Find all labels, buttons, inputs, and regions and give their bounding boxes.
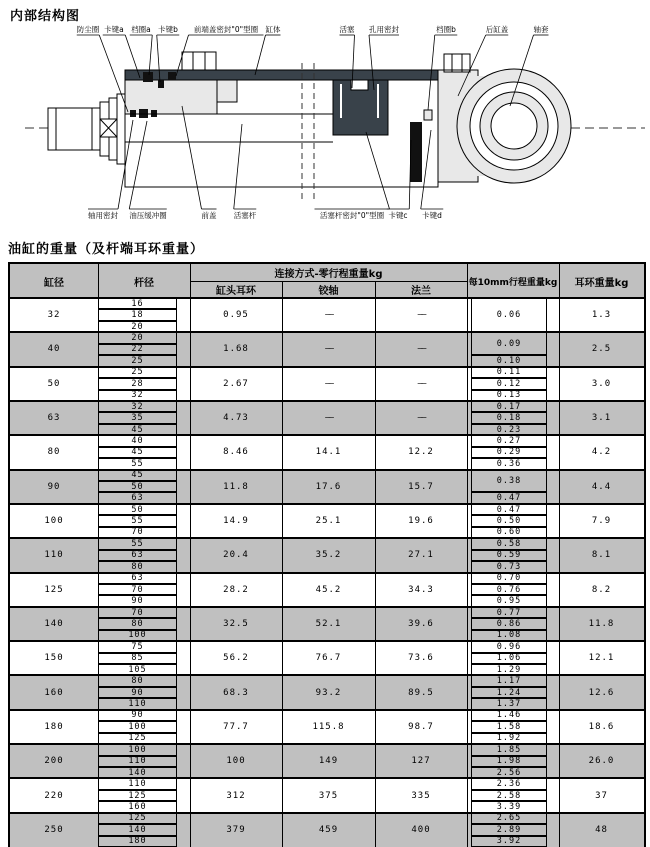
rod-cell: 70: [98, 607, 177, 618]
per10mm-weight-cell: 1.08: [471, 630, 547, 641]
per10mm-weight-cell: 1.17: [471, 675, 547, 686]
rear-bolt: [444, 54, 470, 72]
rod-cell: 28: [98, 378, 177, 389]
part-label-top-3: 卡键b: [158, 25, 178, 34]
bore-cell: 180: [44, 721, 64, 732]
part-label-top-6: 活塞: [339, 25, 355, 34]
eye-weight-cell: 100: [226, 756, 246, 767]
part-label-top-0: 防尘圈: [76, 25, 100, 34]
flange-weight-cell: 27.1: [408, 550, 434, 561]
eye-weight-cell: 4.73: [223, 413, 249, 424]
ring-weight-cell: 7.9: [591, 516, 612, 527]
rod-cell: 90: [98, 595, 177, 606]
per10mm-weight-cell: 0.17: [471, 401, 547, 412]
rod-cell: 140: [98, 767, 177, 778]
pivot-weight-cell: 93.2: [315, 687, 342, 698]
ring-weight-cell: 11.8: [588, 618, 615, 629]
per10mm-weight-cell: 0.58: [471, 538, 547, 549]
rod-cell: 80: [98, 618, 177, 629]
ring-weight-cell: 8.2: [591, 584, 612, 595]
bore-cell: 220: [44, 790, 64, 801]
bore-cell: 63: [47, 413, 61, 424]
flange-weight-cell: 34.3: [408, 584, 434, 595]
eye-weight-cell: 20.4: [223, 550, 249, 561]
part-label-top-5: 缸体: [265, 25, 281, 34]
flange-weight-cell: 15.7: [408, 481, 434, 492]
part-label-top-4: 前端盖密封"0"型圈: [193, 25, 259, 34]
per10mm-weight-cell: 1.24: [471, 687, 547, 698]
cylinder-structure-diagram: [0, 18, 650, 230]
rod-cell: 20: [98, 332, 177, 343]
per10mm-weight-cell: 0.59: [471, 550, 547, 561]
ring-weight-cell: 37: [595, 790, 608, 801]
flange-weight-cell: 73.6: [408, 653, 434, 664]
per10mm-weight-cell: 1.58: [471, 721, 547, 732]
part-label-bottom-3: 活塞杆: [233, 211, 257, 220]
pivot-weight-cell: ——: [325, 310, 332, 321]
flange-weight-cell: 98.7: [408, 721, 434, 732]
pivot-weight-cell: 45.2: [315, 584, 342, 595]
flange-weight-cell: ——: [417, 344, 425, 355]
part-label-top-2: 档圈a: [131, 25, 151, 34]
rod-cell: 100: [98, 630, 177, 641]
per10mm-weight-cell: 1.98: [471, 756, 547, 767]
per10mm-weight-cell: 0.76: [471, 584, 547, 595]
rod-cell: 32: [98, 390, 177, 401]
rod-cell: 25: [98, 367, 177, 378]
rod-cell: 55: [98, 538, 177, 549]
rod-cell: 125: [98, 733, 177, 744]
bore-cell: 150: [44, 653, 64, 664]
pivot-weight-cell: 25.1: [315, 516, 342, 527]
col-header-flange: 法兰: [411, 286, 431, 297]
rod-cell: 75: [98, 641, 177, 652]
part-label-top-1: 卡键a: [104, 25, 124, 34]
rod-cell: 50: [98, 504, 177, 515]
flange-weight-cell: ——: [417, 378, 425, 389]
part-label-top-9: 后缸盖: [485, 25, 509, 34]
bore-cell: 40: [47, 344, 61, 355]
per10mm-weight-cell: 3.39: [471, 801, 547, 812]
col-header-pivot: 铰轴: [318, 286, 339, 297]
rod-cell: 45: [98, 424, 177, 435]
per10mm-weight-cell: 2.89: [471, 824, 547, 835]
per10mm-weight-cell: 2.36: [471, 778, 547, 789]
part-label-top-7: 孔用密封: [369, 25, 399, 34]
flange-weight-cell: ——: [417, 310, 425, 321]
per10mm-weight-cell: 0.36: [471, 458, 547, 469]
ring-weight-cell: 3.1: [591, 413, 612, 424]
per10mm-weight-cell: 0.95: [471, 595, 547, 606]
col-header-ring: 耳环重量kg: [574, 277, 629, 289]
flange-weight-cell: 335: [411, 790, 431, 801]
per10mm-weight-cell: 0.23: [471, 424, 547, 435]
rod-cell: 105: [98, 664, 177, 675]
flange-weight-cell: 89.5: [408, 687, 434, 698]
rod-cell: 55: [98, 458, 177, 469]
per10mm-weight-cell: 0.47: [471, 504, 547, 515]
rod-cell: 45: [98, 470, 177, 481]
per10mm-weight-cell: 0.18: [471, 412, 547, 423]
rod-cell: 125: [98, 790, 177, 801]
pivot-weight-cell: 115.8: [312, 721, 345, 732]
rod-cell: 35: [98, 412, 177, 423]
per10mm-weight-cell: 0.60: [471, 527, 547, 538]
ring-weight-cell: 12.6: [588, 687, 615, 698]
rod-cell: 32: [98, 401, 177, 412]
bore-cell: 200: [44, 756, 64, 767]
part-label-bottom-1: 油压缓冲圈: [129, 211, 167, 220]
rod-cell: 90: [98, 687, 177, 698]
per10mm-weight-cell: 1.37: [471, 698, 547, 709]
eye-weight-cell: 379: [226, 824, 246, 835]
rod-cell: 160: [98, 801, 177, 812]
rod-cell: 63: [98, 550, 177, 561]
flange-weight-cell: 127: [411, 756, 431, 767]
seal-block: [143, 72, 153, 82]
pivot-weight-cell: 14.1: [315, 447, 342, 458]
ring-weight-cell: 1.3: [591, 310, 612, 321]
per10mm-weight-cell: 2.65: [471, 813, 547, 824]
per10mm-weight-cell: 0.06: [471, 298, 547, 332]
rod-cell: 16: [98, 298, 177, 309]
flange-weight-cell: 12.2: [408, 447, 434, 458]
bore-cell: 160: [44, 687, 64, 698]
per10mm-weight-cell: 0.11: [471, 367, 547, 378]
eye-weight-cell: 312: [226, 790, 246, 801]
eye-weight-cell: 68.3: [223, 687, 249, 698]
rod-cell: 50: [98, 481, 177, 492]
per10mm-weight-cell: 0.09: [471, 332, 547, 355]
part-label-bottom-2: 前盖: [201, 211, 217, 220]
rod-cell: 22: [98, 344, 177, 355]
rod-cell: 140: [98, 824, 177, 835]
rod-cell: 40: [98, 435, 177, 446]
rod-cell: 110: [98, 698, 177, 709]
per10mm-weight-cell: 3.92: [471, 836, 547, 847]
rod-cell: 80: [98, 561, 177, 572]
col-header-bore: 缸径: [44, 277, 64, 289]
bore-cell: 125: [44, 584, 64, 595]
eye-weight-cell: 2.67: [223, 378, 249, 389]
per10mm-weight-cell: 0.38: [471, 470, 547, 493]
ring-weight-cell: 12.1: [588, 653, 615, 664]
col-header-connection: 连接方式-零行程重量kg: [274, 269, 383, 280]
per10mm-weight-cell: 0.50: [471, 515, 547, 526]
per10mm-weight-cell: 0.29: [471, 447, 547, 458]
per10mm-weight-cell: 2.58: [471, 790, 547, 801]
ring-weight-cell: 18.6: [588, 721, 615, 732]
per10mm-weight-cell: 2.56: [471, 767, 547, 778]
per10mm-weight-cell: 0.10: [471, 355, 547, 366]
per10mm-weight-cell: 0.27: [471, 435, 547, 446]
pivot-weight-cell: 76.7: [315, 653, 342, 664]
per10mm-weight-cell: 0.47: [471, 492, 547, 503]
bore-cell: 32: [47, 310, 61, 321]
ring-weight-cell: 4.4: [591, 481, 612, 492]
retainer-ring-b: [424, 110, 432, 120]
bore-cell: 50: [47, 378, 61, 389]
pivot-weight-cell: 149: [318, 756, 339, 767]
per10mm-weight-cell: 1.29: [471, 664, 547, 675]
rod-cell: 100: [98, 744, 177, 755]
pivot-weight-cell: ——: [325, 413, 332, 424]
ring-weight-cell: 26.0: [588, 756, 615, 767]
ring-weight-cell: 3.0: [591, 378, 612, 389]
rod-cell: 70: [98, 527, 177, 538]
rod-cell: 25: [98, 355, 177, 366]
pivot-weight-cell: ——: [325, 344, 332, 355]
pivot-weight-cell: 35.2: [315, 550, 342, 561]
col-header-eye: 缸头耳环: [216, 286, 256, 297]
flange-weight-cell: 400: [411, 824, 431, 835]
rod-cell: 45: [98, 447, 177, 458]
ring-weight-cell: 4.2: [591, 447, 612, 458]
eye-weight-cell: 32.5: [223, 618, 249, 629]
ring-weight-cell: 8.1: [591, 550, 612, 561]
front-cap: [125, 80, 217, 114]
port-boss: [182, 52, 216, 70]
flange-weight-cell: 39.6: [408, 618, 434, 629]
per10mm-weight-cell: 0.96: [471, 641, 547, 652]
per10mm-weight-cell: 0.86: [471, 618, 547, 629]
eye-weight-cell: 28.2: [223, 584, 249, 595]
rod-key-seal: [410, 122, 422, 182]
ring-weight-cell: 2.5: [591, 344, 612, 355]
per10mm-weight-cell: 1.46: [471, 710, 547, 721]
part-label-top-10: 轴套: [533, 25, 549, 34]
flange-weight-cell: 19.6: [408, 516, 434, 527]
rod-cell: 85: [98, 653, 177, 664]
rod-cell: 180: [98, 836, 177, 847]
part-label-bottom-4: 活塞杆密封"0"型圈: [319, 211, 385, 220]
per10mm-weight-cell: 0.12: [471, 378, 547, 389]
per10mm-weight-cell: 0.77: [471, 607, 547, 618]
bore-cell: 110: [44, 550, 64, 561]
rod-cell: 63: [98, 573, 177, 584]
grid-line: [467, 264, 468, 847]
col-header-per10mm: 每10mm行程重量kg: [468, 277, 558, 288]
per10mm-weight-cell: 1.92: [471, 733, 547, 744]
table-title: 油缸的重量（及杆端耳环重量）: [8, 242, 205, 257]
ring-weight-cell: 48: [595, 824, 608, 835]
eye-weight-cell: 8.46: [223, 447, 249, 458]
per10mm-weight-cell: 1.85: [471, 744, 547, 755]
rod-cell: 63: [98, 492, 177, 503]
rod-cell: 20: [98, 321, 177, 332]
eye-weight-cell: 77.7: [223, 721, 249, 732]
eye-weight-cell: 11.8: [223, 481, 249, 492]
rod-cell: 110: [98, 778, 177, 789]
pivot-weight-cell: 459: [318, 824, 339, 835]
rod-cell: 125: [98, 813, 177, 824]
rod-cell: 80: [98, 675, 177, 686]
diagram-title: 内部结构图: [10, 9, 81, 24]
eye-weight-cell: 14.9: [223, 516, 249, 527]
per10mm-weight-cell: 0.13: [471, 390, 547, 401]
rod-cell: 70: [98, 584, 177, 595]
part-label-bottom-5: 卡键c: [388, 211, 408, 220]
rod-cell: 55: [98, 515, 177, 526]
rod-cell: 110: [98, 756, 177, 767]
col-header-rod: 杆径: [134, 277, 154, 289]
bore-cell: 250: [44, 824, 64, 835]
rod-cell: 100: [98, 721, 177, 732]
pivot-weight-cell: 375: [318, 790, 339, 801]
bore-cell: 90: [47, 481, 61, 492]
pivot-weight-cell: 17.6: [315, 481, 342, 492]
part-label-bottom-0: 轴用密封: [88, 211, 118, 220]
rod-cell: 90: [98, 710, 177, 721]
weights-table: [8, 262, 646, 847]
eye-weight-cell: 1.68: [223, 344, 249, 355]
per10mm-weight-cell: 1.06: [471, 653, 547, 664]
part-label-bottom-6: 卡键d: [422, 211, 442, 220]
leader-line: [149, 35, 152, 75]
per10mm-weight-cell: 0.70: [471, 573, 547, 584]
bore-cell: 80: [47, 447, 61, 458]
pivot-weight-cell: 52.1: [315, 618, 342, 629]
bore-cell: 140: [44, 618, 64, 629]
pivot-weight-cell: ——: [325, 378, 332, 389]
eye-weight-cell: 56.2: [223, 653, 249, 664]
rod-cell: 18: [98, 309, 177, 320]
flange-weight-cell: ——: [417, 413, 425, 424]
eye-weight-cell: 0.95: [223, 310, 249, 321]
per10mm-weight-cell: 0.73: [471, 561, 547, 572]
leader-line: [255, 35, 266, 75]
bore-cell: 100: [44, 516, 64, 527]
part-label-top-8: 档圈b: [436, 25, 456, 34]
